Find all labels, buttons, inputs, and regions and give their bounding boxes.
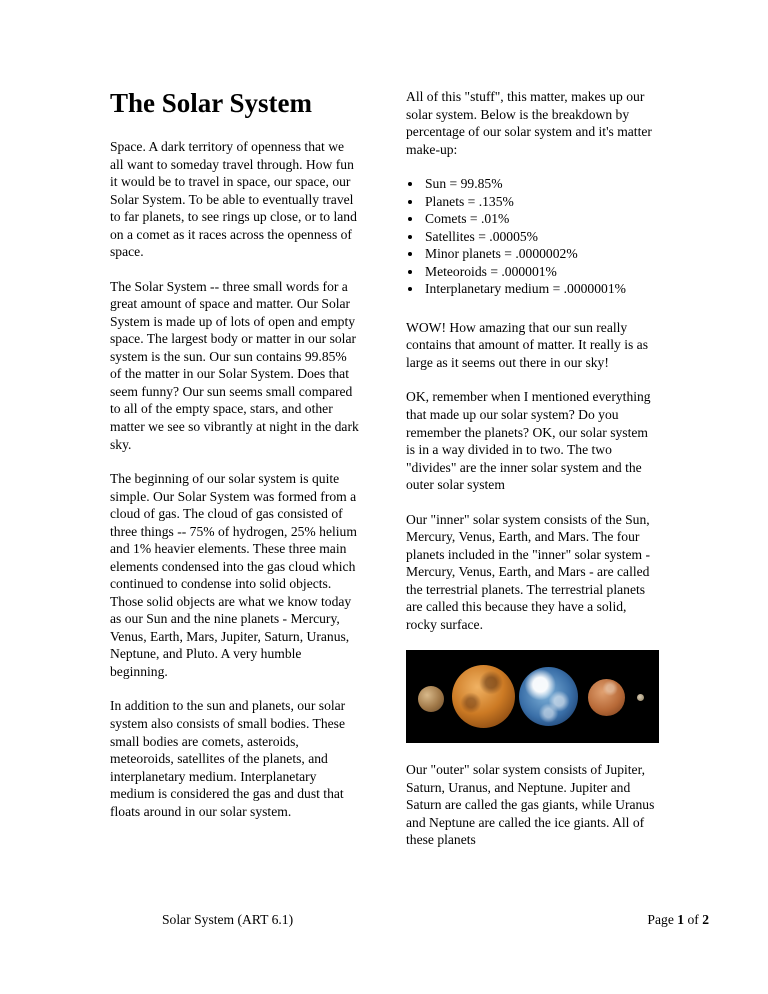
- list-item-comets: • Comets = .01%: [423, 210, 659, 228]
- paragraph-divides: OK, remember when I mentioned everything that made up our solar system? Do you remember the planets? OK, our solar system is in a way divided in to two. The two "divides" are the inner solar system and the outer solar system: [406, 389, 651, 493]
- footer-document-label: Solar System (ART 6.1): [162, 912, 294, 927]
- right-column: [406, 88, 659, 866]
- footer-page-number: 1: [677, 912, 685, 927]
- footer-total-pages: 2: [702, 912, 709, 927]
- paragraph-small-bodies: In addition to the sun and planets, our solar system also consists of small bodies. These small bodies are comets, asteroids, meteoroids, satellites of the planets, and interplanetary medium. Interplanetary medium is considered the gas and dust that floats around in our solar system.: [110, 698, 346, 819]
- left-column: [110, 88, 361, 866]
- paragraph-inner-solar-system: Our "inner" solar system consists of the Sun, Mercury, Venus, Earth, and Mars. The four planets included in the "inner" solar system - Mercury, Venus, Earth, and Mars - are called the terrestrial planets. The terrestrial planets are called this because they have a solid, rocky surface.: [406, 511, 651, 632]
- page-footer: [162, 911, 709, 929]
- inner-planets-image: [406, 650, 659, 743]
- footer-page-indicator: [647, 911, 709, 929]
- mercury-image: [418, 686, 444, 712]
- list-item-interplanetary-medium: • Interplanetary medium = .0000001%: [423, 280, 659, 298]
- page-title-text: The Solar System: [110, 88, 313, 118]
- footer-of-word: of: [687, 912, 699, 927]
- paragraph-space-intro: Space. A dark territory of openness that we all want to someday travel through. How fun it would be to travel in space, our space, our Solar System. To be able to eventually travel to far planets, to see rings up close, or to land on a comet as it races across the openness of space.: [110, 139, 357, 260]
- list-item-meteoroids: • Meteoroids = .000001%: [423, 263, 659, 281]
- paragraph-matter-makeup: All of this "stuff", this matter, makes up our solar system. Below is the breakdown by percentage of our solar system and it's matter make-up:: [406, 89, 652, 157]
- list-item-sun: • Sun = 99.85%: [423, 175, 659, 193]
- moon-image: [637, 694, 644, 701]
- paragraph-solar-system-matter: The Solar System -- three small words for a great amount of space and matter. Our Solar System is made up of lots of open and empty space. The largest body or matter in our solar system is the sun. Our sun contains 99.85% of the matter in our Solar System. Does that seem funny? Our sun seems small compared to all of the empty space, stars, and other matter we see so vibrantly at night in the dark sky.: [110, 278, 359, 452]
- list-item-satellites: • Satellites = .00005%: [423, 228, 659, 246]
- footer-page-word: Page: [647, 912, 674, 927]
- paragraph-outer-solar-system: Our "outer" solar system consists of Jupiter, Saturn, Uranus, and Neptune. Jupiter and Saturn are called the gas giants, while Uranus and Neptune are called the ice giants. All of these planets: [406, 762, 655, 848]
- matter-percentage-list: [406, 175, 659, 298]
- list-item-minor-planets: • Minor planets = .0000002%: [423, 245, 659, 263]
- two-column-layout: [110, 88, 659, 866]
- paragraph-wow: WOW! How amazing that our sun really contains that amount of matter. It really is as large as it seems out there in our sky!: [406, 319, 648, 370]
- paragraph-beginning: The beginning of our solar system is quite simple. Our Solar System was formed from a cloud of gas. The cloud of gas consisted of three things -- 75% of hydrogen, 25% helium and 1% heavier elements. These three main elements condensed into the gas cloud which continued to condense into solid objects. Those solid objects are what we know today as our Sun and the nine planets - Mercury, Venus, Earth, Mars, Jupiter, Saturn, Uranus, Neptune, and Pluto. A very humble beginning.: [110, 471, 357, 679]
- earth-image: [519, 667, 578, 726]
- mars-image: [588, 679, 625, 716]
- venus-image: [452, 665, 515, 728]
- list-item-planets: • Planets = .135%: [423, 193, 659, 211]
- page-title: [110, 88, 361, 119]
